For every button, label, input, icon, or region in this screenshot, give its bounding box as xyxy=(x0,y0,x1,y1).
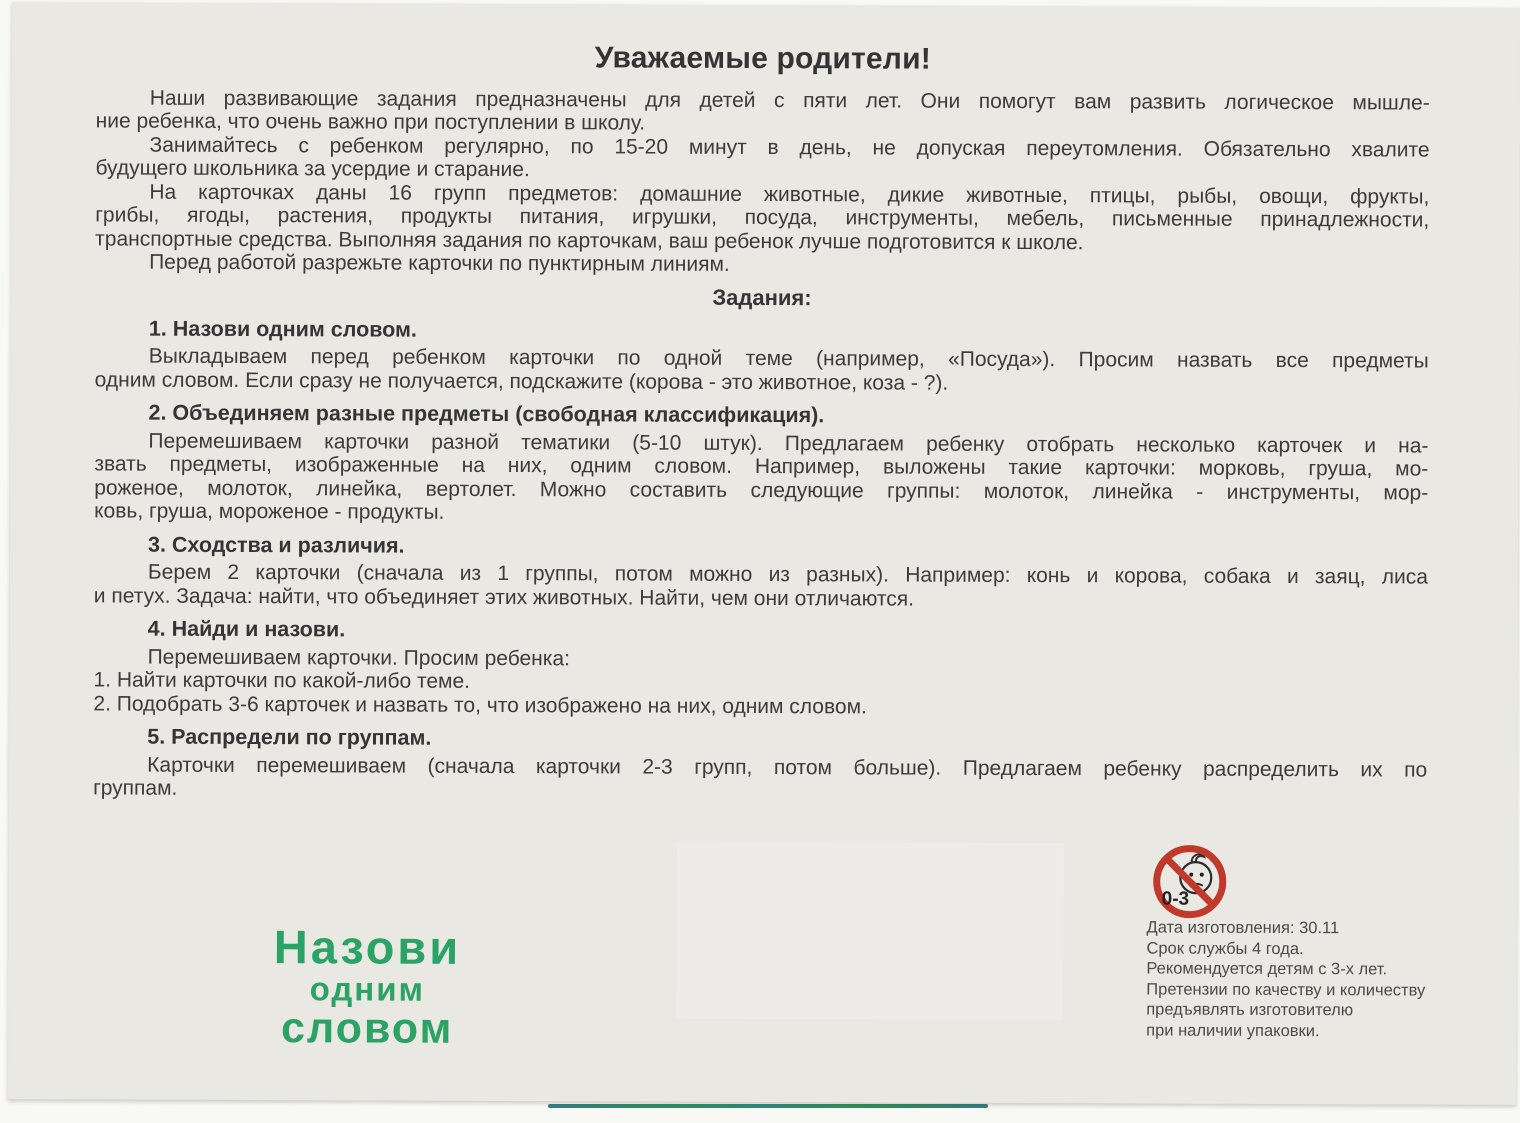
page-title: Уважаемые родители! xyxy=(594,41,932,76)
task-section xyxy=(94,533,1428,613)
task-section xyxy=(93,617,1427,720)
instruction-card xyxy=(8,2,1520,1105)
text-line: На карточках даны 16 групп предметов: домашние животные, дикие животные, птицы, рыбы, овощи, фрукты, xyxy=(149,180,1430,209)
box-edge-line xyxy=(548,1104,988,1108)
legal-line: Срок службы 4 года. xyxy=(1146,938,1304,958)
task-section xyxy=(95,317,1429,397)
text-line: транспортные средства. Выполняя задания по карточкам, ваш ребенок лучше подготовится к школе. xyxy=(95,226,1084,254)
logo-line-2: одним xyxy=(309,970,426,1008)
text-line: ние ребенка, что очень важно при поступлении в школу. xyxy=(95,109,646,135)
paragraph xyxy=(95,180,1429,256)
intro-paragraphs xyxy=(95,86,1430,279)
task-title: 2. Объединяем разные предметы (свободная классификация). xyxy=(148,400,825,428)
logo-line-1: Назови xyxy=(273,920,462,974)
blank-patch xyxy=(676,842,1064,1020)
text-line: Перемешиваем карточки разной тематики (5-10 штук). Предлагаем ребенку отобрать несколько карточек и на- xyxy=(148,429,1429,458)
text-line: Занимайтесь с ребенком регулярно, по 15-20 минут в день, не допуская переутомления. Обязательно хвалите xyxy=(149,133,1430,162)
text-line: Наши развивающие задания предназначены для детей с пяти лет. Они помогут вам развить логическое мышле- xyxy=(149,86,1430,115)
text-line: ковь, груша, мороженое - продукты. xyxy=(94,499,445,524)
text-line: 2. Подобрать 3-6 карточек и назвать то, что изображено на них, одним словом. xyxy=(93,691,867,718)
instructions-text xyxy=(93,2,1430,805)
text-line: Перемешиваем карточки. Просим ребенка: xyxy=(147,645,570,670)
age-restriction-label: 0-3 xyxy=(1161,888,1190,910)
legal-line: Дата изготовления: 30.11 xyxy=(1146,918,1340,938)
text-line: роженое, молоток, линейка, вертолет. Можно составить следующие группы: молоток, линейка - инструменты, мор- xyxy=(94,475,1429,505)
text-line: 1. Найти карточки по какой-либо теме. xyxy=(93,668,471,693)
text-line: грибы, ягоды, растения, продукты питания, игрушки, посуда, инструменты, мебель, письменные принадлежности, xyxy=(95,203,1430,232)
text-line: Выкладываем перед ребенком карточки по одной теме (например, «Посуда»). Просим назвать все предметы xyxy=(148,344,1429,373)
task-title: 4. Найди и назови. xyxy=(147,616,346,642)
paragraph xyxy=(95,133,1429,185)
legal-line: предъявлять изготовителю xyxy=(1146,1000,1354,1020)
text-line: группам. xyxy=(93,776,178,800)
brand-logo xyxy=(236,920,498,1053)
text-line: Берем 2 карточки (сначала из 1 группы, потом можно из разных). Например: конь и корова, собака и заяц, лиса xyxy=(147,560,1428,589)
legal-line: Рекомендуется детям с 3-х лет. xyxy=(1146,959,1388,979)
text-line: Перед работой разрежьте карточки по пунктирным линиям. xyxy=(149,250,730,276)
text-line: звать предметы, изображенные на них, одним словом. Например, выложены такие карточки: морковь, груша, мо- xyxy=(94,452,1429,481)
text-line: и петух. Задача: найти, что объединяет этих животных. Найти, чем они отличаются. xyxy=(93,583,915,611)
legal-info xyxy=(1146,917,1446,1041)
text-line: одним словом. Если сразу не получается, подскажите (корова - это животное, коза - ?). xyxy=(94,367,949,395)
task-title: 1. Назови одним словом. xyxy=(148,316,417,342)
text-line: Карточки перемешиваем (сначала карточки 2-3 групп, потом больше). Предлагаем ребенку распределить их по xyxy=(147,753,1428,782)
task-section xyxy=(93,725,1427,805)
tasks-list xyxy=(93,317,1429,805)
logo-line-3: словом xyxy=(280,1004,454,1053)
age-restriction-icon xyxy=(1151,841,1229,921)
tasks-heading: Задания: xyxy=(712,284,812,310)
text-line: будущего школьника за усердие и старание. xyxy=(95,156,530,182)
legal-line: Претензии по качеству и количеству xyxy=(1146,979,1426,1000)
task-section xyxy=(94,401,1428,528)
legal-line: при наличии упаковки. xyxy=(1146,1020,1320,1040)
paragraph xyxy=(95,250,1429,279)
task-title: 3. Сходства и различия. xyxy=(147,532,405,558)
task-title: 5. Распредели по группам. xyxy=(147,724,432,750)
paragraph xyxy=(96,86,1430,138)
